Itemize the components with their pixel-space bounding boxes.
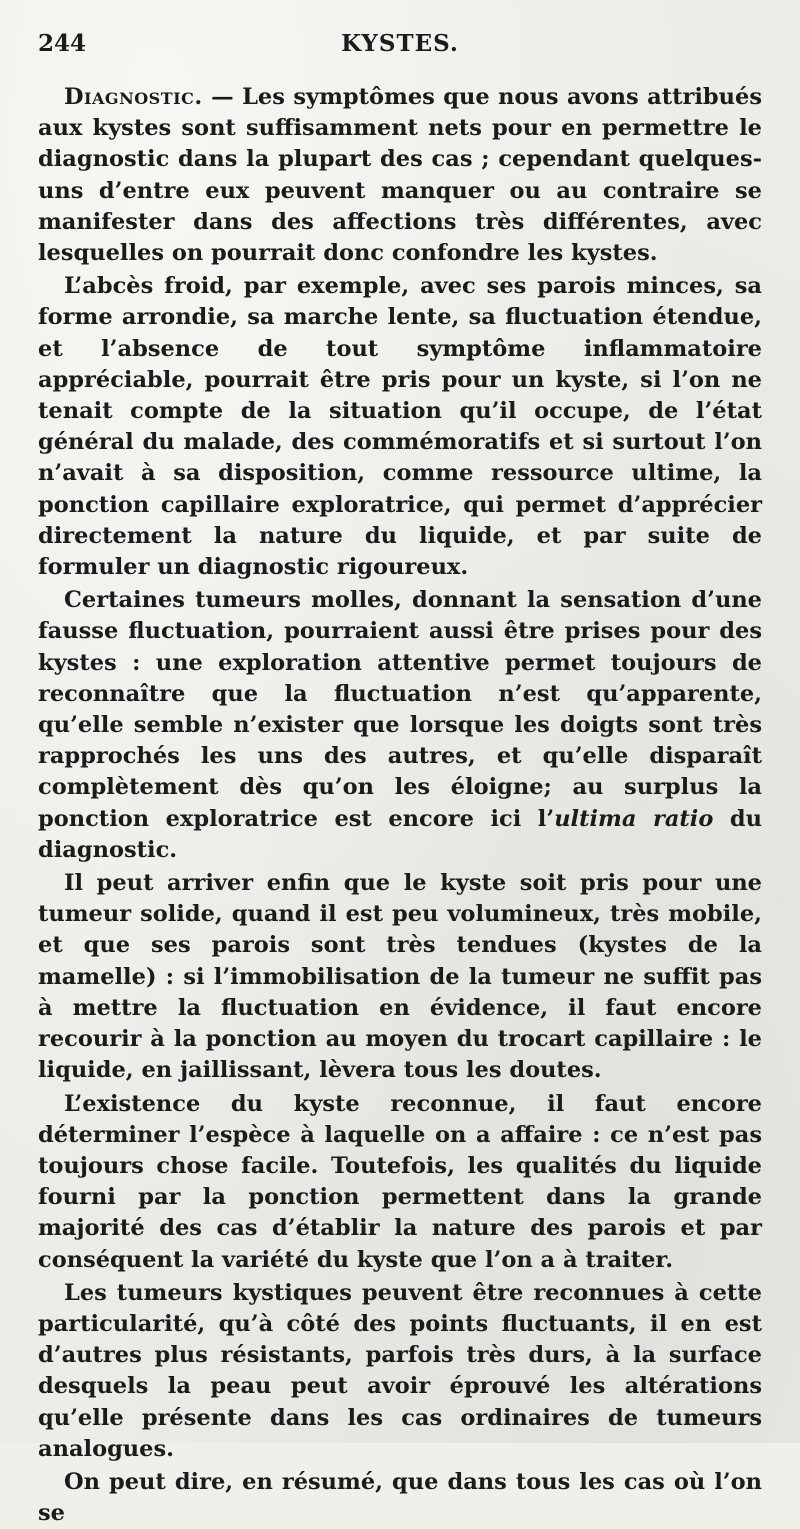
paragraph-tumeurs-kystiques xyxy=(38,1278,762,1465)
paragraph-text: Il peut arriver enfin que le kyste soit pris pour une tumeur solide, quand il est peu volumineux, très mobile, et que ses parois sont très tendues (kystes de la mamelle) : si l’immobilisation de la tumeur ne suffit pas à mettre la fluctuation en évidence, il faut encore recourir à la ponction au moyen du trocart capillaire : le liquide, en jaillissant, lèvera tous les doutes. xyxy=(38,870,762,1084)
running-title: KYSTES. xyxy=(341,30,459,57)
paragraph-text: Certaines tumeurs molles, donnant la sensation d’une fausse fluctuation, pourraient aussi être prises pour des kystes : une exploration attentive permet toujours de reconnaître que la fluctuation n’est qu’apparente, qu’elle semble n’exister que lorsque les doigts sont très rapprochés les uns des autres, et qu’elle disparaît complètement dès qu’on les éloigne; au surplus la ponction exploratrice est encore ici l’ xyxy=(38,587,762,832)
page-number: 244 xyxy=(38,30,87,57)
section-lead: Diagnostic. xyxy=(64,84,203,110)
paragraph-diagnostic xyxy=(38,82,762,269)
paragraph-text: L’abcès froid, par exemple, avec ses parois minces, sa forme arrondie, sa marche lente, sa fluctuation étendue, et l’absence de tout symptôme inflammatoire appréciable, pourrait être pris pour un kyste, si l’on ne tenait compte de la situation qu’il occupe, de l’état général du malade, des commémoratifs et si surtout l’on n’avait à sa disposition, comme ressource ultime, la ponction capillaire exploratrice, qui permet d’apprécier directement la nature du liquide, et par suite de formuler un diagnostic rigoureux. xyxy=(38,273,762,581)
page-header xyxy=(38,30,762,66)
paragraph-text: — Les symptômes que nous avons attribués aux kystes sont suffisamment nets pour en permettre le diagnostic dans la plupart des cas ; cependant quelques-uns d’entre eux peuvent manquer ou au contraire se manifester dans des affections très différentes, avec lesquelles on pourrait donc confondre les kystes. xyxy=(38,84,762,267)
paragraph-text: On peut dire, en résumé, que dans tous les cas où l’on se xyxy=(38,1468,762,1527)
paragraph-text: L’existence du kyste reconnue, il faut encore déterminer l’espèce à laquelle on a affaire : ce n’est pas toujours chose facile. Toutefois, les qualités du liquide fourni par la ponction permettent dans la grande majorité des cas d’établir la nature des parois et par conséquent la variété du kyste que l’on a à traiter. xyxy=(38,1090,762,1273)
paragraph-text: du diagnostic. xyxy=(38,805,762,863)
paragraph-tumeurs-molles xyxy=(38,585,762,866)
italic-phrase: ultima ratio xyxy=(554,805,714,832)
paragraph-tumeur-solide xyxy=(38,868,762,1086)
paragraph-text: Les tumeurs kystiques peuvent être reconnues à cette particularité, qu’à côté des points fluctuants, il en est d’autres plus résistants, parfois très durs, à la surface desquels la peau peut avoir éprouvé les altérations qu’elle présente dans les cas ordinaires de tumeurs analogues. xyxy=(38,1279,762,1462)
paragraph-espece-kyste xyxy=(38,1089,762,1276)
page-body xyxy=(38,82,762,1529)
paragraph-resume xyxy=(38,1467,762,1529)
paragraph-abces-froid xyxy=(38,271,762,583)
